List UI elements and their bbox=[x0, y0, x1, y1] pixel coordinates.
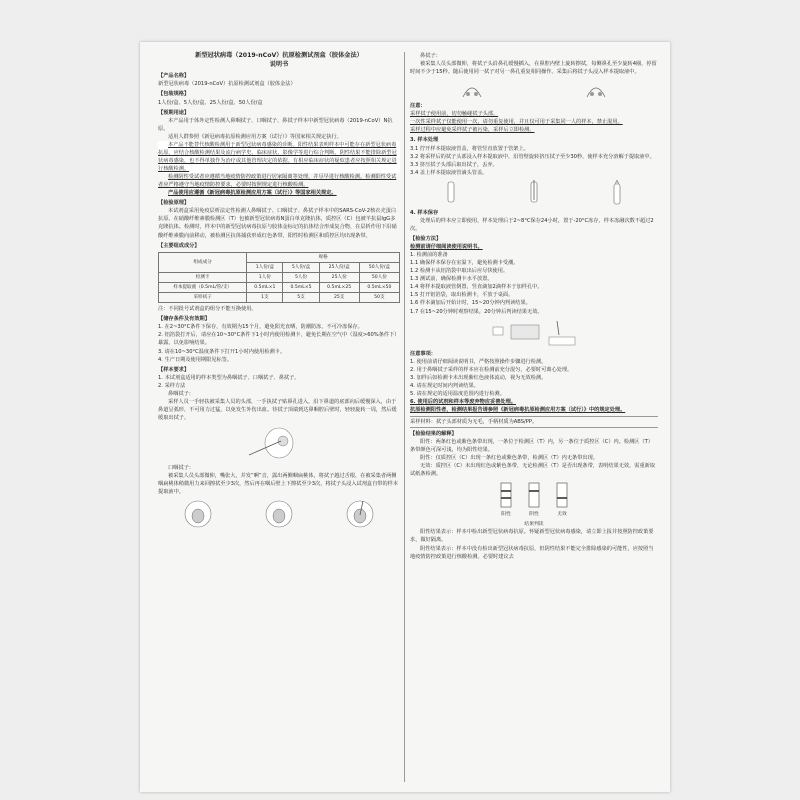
attention-item: 4. 请在规定时间内判读结果。 bbox=[410, 382, 479, 389]
prep-step: 1.6 样本滴加后开始计时，15~20分钟内判读结果。 bbox=[410, 300, 531, 307]
prep-step: 1.7 在15~20分钟时观察结果，20分钟后判读结果无效。 bbox=[410, 308, 543, 315]
preparation-heading: 1. 检测前的准备 bbox=[410, 252, 448, 259]
table-cell: 1人份 bbox=[247, 272, 283, 282]
strip-positive bbox=[499, 482, 513, 518]
intended-use-p2: 适用人群参照《新冠病毒抗原检测应用方案（试行）》等国家相关规定执行。 bbox=[168, 133, 342, 140]
strip-label: 无效 bbox=[557, 511, 567, 517]
storage-heading: 【储存条件及有效期】 bbox=[158, 316, 210, 323]
material-note: 采样材料：拭子头部材质为无毛，手柄材质为ABS/PP。 bbox=[410, 416, 658, 428]
positive-interpretation: 阳性结果表示：样本中检出新型冠状病毒抗原。怀疑新型冠状病毒感染，请立即上报并按照防控政策要求，做好隔离。 bbox=[410, 529, 654, 544]
sample-processing-heading: 3. 样本处理 bbox=[410, 137, 439, 144]
intended-use-p4: 检测阴性受试者应遵循当地疫情防控政策进行居家隔离等处理，并尽早进行核酸检测。检测阳性受试者应严格遵守当地疫情防控要求，必要时按照规定进行核酸检测。 bbox=[158, 174, 397, 189]
negative-interpretation: 阴性结果表示：样本中没有检出新型冠状病毒抗原，但阴性结果不能完全排除感染的可能性，应按照当地疫情防控政策进行核酸检测。必要时建议去 bbox=[410, 545, 654, 560]
test-card-illustration bbox=[489, 319, 579, 347]
nose-illustration bbox=[457, 79, 487, 99]
storage-item: 2. 铝箔袋打开后，请应在10~30°C条件下1小时内使用检测卡，避免长期在空气中（湿度>60%条件下）暴露，以免影响结果。 bbox=[158, 332, 400, 347]
sampling-note: 采样过程中应避免采样拭子被污染，采样后立即检测。 bbox=[410, 127, 535, 134]
storage-item: 3. 请在10~30°C温度条件下打开1小时内使用检测卡。 bbox=[158, 348, 286, 355]
throat-figures bbox=[158, 499, 400, 529]
test-method-heading: 【检验方法】 bbox=[410, 235, 442, 242]
sample-heading: 【样本要求】 bbox=[158, 366, 190, 373]
intended-use-p1: 本产品用于体外定性检测人鼻咽拭子、口咽拭子、鼻拭子样本中新型冠状病毒（2019-nCoV）N抗原。 bbox=[158, 117, 393, 132]
principle-heading: 【检验原理】 bbox=[158, 200, 190, 207]
nasal-label: 鼻拭子： bbox=[420, 53, 441, 59]
sample-storage-heading: 4. 样本保存 bbox=[410, 209, 439, 216]
processing-step: 3.2 将采样后的拭子头部浸入样本提取液中，沿管壁旋转挤压拭子至少30秒，使样本充分溶解于提取液中。 bbox=[410, 153, 655, 160]
tube-figures bbox=[410, 180, 658, 206]
attention-item: 1. 使用前请仔细阅读说明书，严格按照操作步骤进行检测。 bbox=[410, 358, 547, 365]
throat-illustration bbox=[181, 499, 215, 529]
nose-illustration bbox=[581, 79, 611, 99]
table-cell: 50人份 bbox=[359, 272, 399, 282]
sampling-note: 采样拭子使用前，切勿触碰拭子头部。 bbox=[410, 111, 499, 118]
table-cell: 5支 bbox=[283, 293, 319, 303]
oropharyngeal-label: 口咽拭子： bbox=[168, 465, 194, 472]
result-negative: 阴性：仅质控区（C）出现一条红色或紫色条带，检测区（T）内无条带出现。 bbox=[420, 455, 598, 462]
table-cell: 1支 bbox=[247, 293, 283, 303]
table-row bbox=[159, 282, 400, 292]
processing-step: 3.4 盖上样本提取液管滴头管盖。 bbox=[410, 169, 488, 176]
result-positive: 阳性：两条红色或紫色条带出现，一条位于检测区（T）内，另一条位于质控区（C）内。检测区（T）条带颜色可深可浅，均为阳性结果。 bbox=[410, 439, 654, 454]
nasal-swab-illustration bbox=[244, 425, 314, 461]
table-cell: 0.5mL×50 bbox=[359, 282, 399, 292]
strip-invalid bbox=[555, 482, 569, 518]
throat-illustration bbox=[343, 499, 377, 529]
attention-item: 6. 使用后的试剂和样本等废弃物应妥善处理。 bbox=[410, 398, 516, 405]
storage-item: 4. 生产日期及使用期限见标签。 bbox=[158, 356, 233, 363]
table-row bbox=[159, 293, 400, 303]
attention-item: 2. 用于鼻咽拭子采样的样本应在检测前充分混匀，必要时可离心处理。 bbox=[410, 366, 573, 373]
package-spec-text: 1人份/盒、5人份/盒、25人份/盒、50人份/盒 bbox=[158, 99, 263, 106]
sample-storage-text: 处理后的样本应立即使用，样本处理后于2~8°C保存24小时，置于-20°C冻存，样本冻融次数不超过2次。 bbox=[410, 217, 654, 232]
table-cell: 检测卡 bbox=[159, 272, 247, 282]
test-method-sub: 检测前请仔细阅读使用说明书。 bbox=[410, 244, 483, 250]
table-cell: 25人份 bbox=[319, 272, 359, 282]
instruction-leaflet bbox=[140, 42, 670, 792]
table-size: 5人份/盒 bbox=[283, 262, 319, 272]
right-column bbox=[410, 52, 658, 786]
table-cell: 0.5mL×5 bbox=[283, 282, 319, 292]
table-cell: 0.5mL×25 bbox=[319, 282, 359, 292]
intended-use-p3: 本产品不能替代核酸检测用于新型冠状病毒感染的诊断。阳性结果表明样本中可能存在新型冠状病毒抗原，应结合核酸检测结果及流行病学史、临床症状、影像学等进行综合判断。阴性结果不能排除新型冠状病毒感染，也不得单独作为治疗或其他管理决定的依据。有相应临床症状的疑似患者应按照相关规定进行核酸检测。 bbox=[158, 141, 400, 173]
intended-use-p5: 产品使用应遵循《新冠病毒抗原检测应用方案（试行）》等国家相关规定。 bbox=[168, 190, 337, 197]
table-header-spec: 规格 bbox=[247, 252, 400, 262]
table-size: 25人份/盒 bbox=[319, 262, 359, 272]
result-invalid: 无效：质控区（C）未出现红色或紫色条带，无论检测区（T）是否出现条带，表明结果无效，需重新取试纸条检测。 bbox=[410, 463, 656, 478]
attention-item: 5. 请在规定的适用温度范围内进行检测。 bbox=[410, 390, 505, 397]
results-heading: 【检验结果的解释】 bbox=[410, 431, 457, 438]
oropharyngeal-text: 被采集人员头部微仰，嘴张大，并发“啊”音，露出两侧咽扁桃体，将拭子越过舌根，在被采集者两侧咽扁桃体稍微用力来回擦拭至少3次，然后再在咽后壁上下擦拭至少3次，将拭子头浸入试剂盒自带的样本提取液中。 bbox=[158, 473, 399, 496]
attention-item: 3. 加样后如检测卡未出现紫红色液体流动，视为无效检测。 bbox=[410, 374, 547, 381]
nasopharyngeal-label: 鼻咽拭子： bbox=[168, 390, 194, 397]
sampling-note: 一次性采样拭子仅能使用一次，请勿重复使用，并且仅可用于采集同一人的样本，禁止混用。 bbox=[410, 119, 623, 126]
nasal-text: 被采集人员头部微仰，将拭子头沿鼻孔缓慢插入，在鼻腔内壁上旋转擦拭，每侧鼻孔至少旋转4圈，停留时间不少于15秒。随后使用同一拭子对另一鼻孔重复相同操作。采集后将拭子头浸入样本提取液中。 bbox=[410, 61, 657, 76]
table-cell: 样本提取液（0.5mL/管/支） bbox=[159, 282, 247, 292]
principle-text: 本试剂盒采用免疫层析法定性检测人鼻咽拭子、口咽拭子、鼻拭子样本中的SARS-CoV-2核衣壳蛋白抗原。在硝酸纤维素膜检测区（T）包被新型冠状病毒N蛋白单克隆抗体，质控区（C）包被羊抗鼠IgG多克隆抗体。检测时，样本中的新型冠状病毒抗原与胶体金标记的抗体结合形成复合物，在层析作用下沿硝酸纤维素膜向前移动，被检测区抗体捕获形成红色条带，阳性时检测区和质控区均出现条带。 bbox=[158, 208, 397, 239]
strip-label: 阴性 bbox=[529, 511, 539, 517]
swab-figure bbox=[158, 425, 400, 461]
product-name-heading: 【产品名称】 bbox=[158, 73, 190, 80]
document-title bbox=[158, 52, 400, 69]
table-size: 50人份/盒 bbox=[359, 262, 399, 272]
column-divider bbox=[404, 52, 405, 782]
table-header-component: 组成成分 bbox=[159, 252, 247, 272]
left-column bbox=[158, 52, 400, 786]
result-strips-figure bbox=[410, 482, 658, 518]
attention-extra: 抗原检测阳性者，检测结果报告请参照《新冠病毒抗原检测应用方案（试行）》中的规定处理。 bbox=[410, 407, 626, 413]
table-cell: 50支 bbox=[359, 293, 399, 303]
prep-step: 1.2 检测卡从铝箔袋中取出后应尽快使用。 bbox=[410, 268, 509, 275]
prep-step: 1.1 确保样本保存在室温下，避免检测卡受潮。 bbox=[410, 260, 519, 267]
nasopharyngeal-text: 采样人员一手轻扶被采集人员的头部，一手执拭子贴鼻孔进入，沿下鼻道的底部向后缓慢深入，由于鼻道呈弧形，不可用力过猛，以免发生外伤出血。待拭子顶端到达鼻咽腔后壁时，轻轻旋转一周，然后缓缓取出拭子。 bbox=[158, 398, 397, 422]
intended-use-heading: 【预期用途】 bbox=[158, 109, 190, 116]
test-card-figure bbox=[410, 319, 658, 347]
sample-item: 1. 本试剂盒适用的样本类型为鼻咽拭子、口咽拭子、鼻拭子。 bbox=[158, 374, 300, 381]
throat-illustration bbox=[262, 499, 296, 529]
table-cell: 0.5mL×1 bbox=[247, 282, 283, 292]
table-cell: 25支 bbox=[319, 293, 359, 303]
package-spec-heading: 【包装规格】 bbox=[158, 91, 190, 98]
components-table bbox=[158, 252, 400, 304]
processing-step: 3.3 挤压拭子头部后取出拭子，丢弃。 bbox=[410, 161, 498, 168]
processing-step: 3.1 拧开样本提取液管盖，将管竖直放置于管架上。 bbox=[410, 145, 529, 152]
storage-item: 1. 在2~30°C条件下保存，有效期为15个月，避免阳光直晒，防潮防冻，不可冷冻保存。 bbox=[158, 324, 363, 331]
figure-caption: 结果判读 bbox=[524, 521, 544, 527]
table-size: 1人份/盒 bbox=[247, 262, 283, 272]
title-main: 新型冠状病毒（2019-nCoV）抗原检测试剂盒（胶体金法） bbox=[195, 52, 363, 59]
components-note: 注：不同批号试剂盒的组分不能互换使用。 bbox=[158, 306, 257, 313]
sampling-note-heading: 注意： bbox=[410, 103, 426, 110]
tube-illustration bbox=[444, 180, 458, 206]
prep-step: 1.4 将样本提取液管倒置，竖直滴加2滴样本于加样孔中。 bbox=[410, 284, 543, 291]
attention-heading: 注意事项： bbox=[410, 350, 436, 357]
tube-illustration bbox=[610, 180, 624, 206]
tube-illustration bbox=[527, 180, 541, 206]
components-heading: 【主要组成成分】 bbox=[158, 242, 200, 249]
strip-label: 阳性 bbox=[501, 511, 511, 517]
strip-negative bbox=[527, 482, 541, 518]
table-row bbox=[159, 272, 400, 282]
prep-step: 1.3 测试前，确保检测卡水平放置。 bbox=[410, 276, 493, 283]
prep-step: 1.5 打开铝箔袋，取出检测卡，平放于桌面。 bbox=[410, 292, 514, 299]
sample-item: 2. 采样方法 bbox=[158, 382, 186, 389]
product-name-text: 新型冠状病毒（2019-nCoV）抗原检测试剂盒（胶体金法） bbox=[158, 81, 296, 88]
title-sub: 说明书 bbox=[269, 60, 289, 68]
nose-figures bbox=[410, 79, 658, 99]
table-cell: 5人份 bbox=[283, 272, 319, 282]
table-cell: 采样拭子 bbox=[159, 293, 247, 303]
